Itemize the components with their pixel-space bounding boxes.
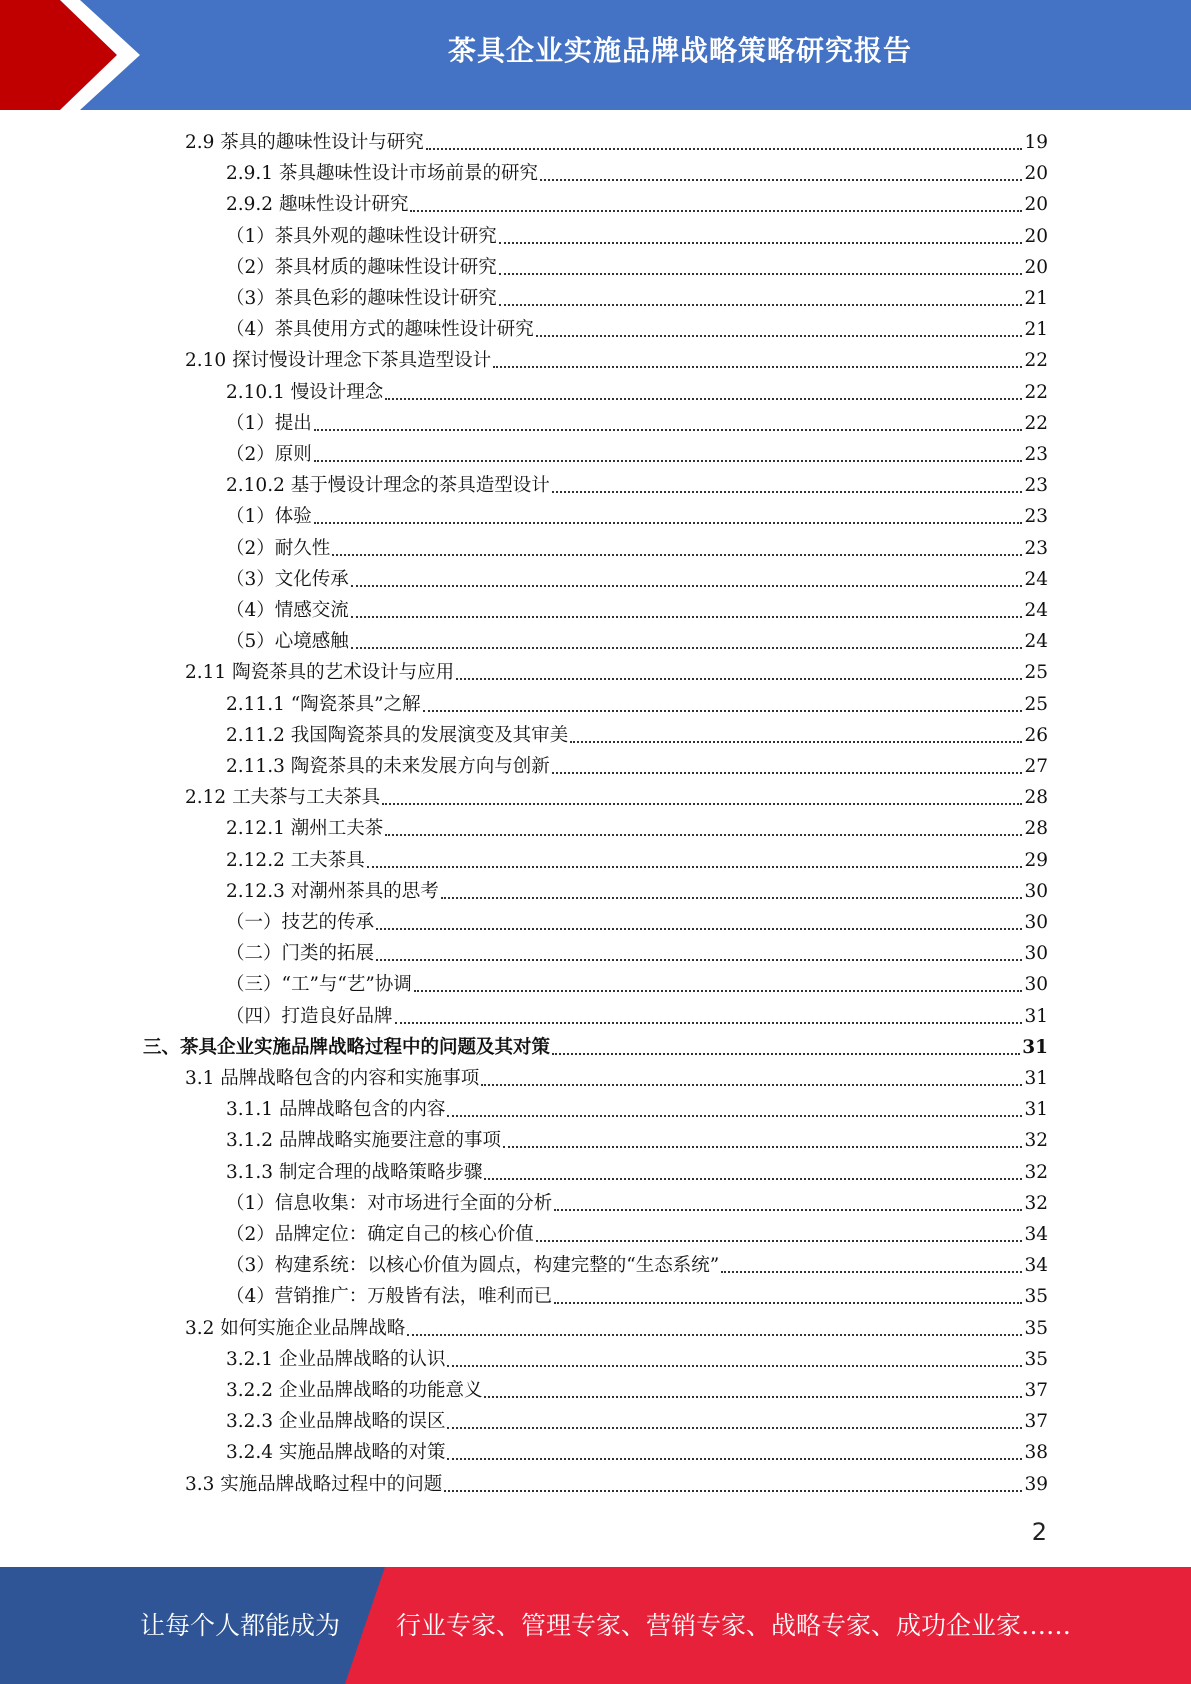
- toc-leader-dots: [552, 491, 1023, 493]
- toc-entry-page: 20: [1024, 194, 1048, 215]
- toc-leader-dots: [395, 1022, 1023, 1024]
- toc-leader-dots: [444, 1490, 1022, 1492]
- toc-entry-page: 34: [1024, 1255, 1048, 1276]
- toc-entry-page: 21: [1024, 288, 1048, 309]
- toc-entry-label: 3.1.3 制定合理的战略策略步骤: [226, 1162, 483, 1183]
- toc-entry-page: 23: [1024, 506, 1048, 527]
- toc-entry[interactable]: [226, 1157, 1048, 1188]
- toc-leader-dots: [554, 1209, 1022, 1211]
- toc-entry-page: 26: [1024, 725, 1048, 746]
- toc-entry-page: 24: [1024, 569, 1048, 590]
- toc-entry-page: 35: [1024, 1349, 1048, 1370]
- toc-entry[interactable]: [226, 564, 1048, 595]
- toc-entry-page: 31: [1022, 1037, 1048, 1058]
- toc-entry-label: 2.9 茶具的趣味性设计与研究: [185, 132, 424, 153]
- toc-entry[interactable]: [185, 345, 1048, 376]
- toc-entry-page: 29: [1024, 850, 1048, 871]
- toc-entry-label: （5）心境感触: [226, 631, 349, 652]
- report-title: 茶具企业实施品牌战略策略研究报告: [447, 34, 912, 67]
- toc-entry-page: 31: [1024, 1099, 1048, 1120]
- toc-leader-dots: [376, 959, 1022, 961]
- toc-leader-dots: [314, 460, 1023, 462]
- toc-entry-label: 三、茶具企业实施品牌战略过程中的问题及其对策: [143, 1037, 551, 1058]
- toc-entry[interactable]: [226, 252, 1048, 283]
- toc-entry-label: 3.3 实施品牌战略过程中的问题: [185, 1474, 443, 1495]
- toc-leader-dots: [536, 335, 1023, 337]
- toc-entry-label: 2.11.3 陶瓷茶具的未来发展方向与创新: [226, 756, 550, 777]
- toc-leader-dots: [447, 1427, 1022, 1429]
- toc-entry-label: 3.2.4 实施品牌战略的对策: [226, 1442, 446, 1463]
- toc-entry[interactable]: [226, 1281, 1048, 1312]
- toc-entry-page: 31: [1024, 1006, 1048, 1027]
- toc-entry-label: （1）提出: [226, 413, 312, 434]
- toc-entry-label: （三）“工”与“艺”协调: [226, 974, 412, 995]
- toc-entry-page: 24: [1024, 600, 1048, 621]
- toc-entry-page: 22: [1024, 413, 1048, 434]
- toc-leader-dots: [376, 928, 1022, 930]
- toc-entry[interactable]: [226, 501, 1048, 532]
- toc-entry[interactable]: [185, 127, 1048, 158]
- toc-entry-page: 31: [1024, 1068, 1048, 1089]
- toc-entry-label: 3.2.3 企业品牌战略的误区: [226, 1411, 446, 1432]
- toc-entry[interactable]: [226, 1125, 1048, 1156]
- toc-entry[interactable]: [226, 813, 1048, 844]
- toc-leader-dots: [423, 710, 1023, 712]
- toc-entry-label: （二）门类的拓展: [226, 943, 375, 964]
- toc-entry-label: （1）信息收集：对市场进行全面的分析: [226, 1193, 553, 1214]
- toc-entry[interactable]: [226, 408, 1048, 439]
- toc-entry-page: 20: [1024, 257, 1048, 278]
- toc-entry-page: 21: [1024, 319, 1048, 340]
- toc-leader-dots: [552, 1053, 1020, 1055]
- toc-entry-label: 2.12.1 潮州工夫茶: [226, 818, 384, 839]
- toc-leader-dots: [447, 1458, 1022, 1460]
- toc-entry-page: 23: [1024, 475, 1048, 496]
- toc-entry-label: （1）体验: [226, 506, 312, 527]
- toc-entry-label: 2.12.3 对潮州茶具的思考: [226, 881, 439, 902]
- toc-entry[interactable]: [226, 1406, 1048, 1437]
- toc-leader-dots: [499, 242, 1023, 244]
- toc-entry-label: （2）耐久性: [226, 538, 331, 559]
- toc-entry[interactable]: [143, 1032, 1048, 1063]
- toc-entry-label: 3.2.1 企业品牌战略的认识: [226, 1349, 446, 1370]
- toc-entry-page: 32: [1024, 1130, 1048, 1151]
- toc-entry-page: 37: [1024, 1411, 1048, 1432]
- footer-banner: [0, 1567, 1191, 1684]
- toc-entry-page: 23: [1024, 538, 1048, 559]
- toc-entry-page: 25: [1024, 662, 1048, 683]
- toc-entry[interactable]: [226, 189, 1048, 220]
- toc-entry-label: （4）情感交流: [226, 600, 349, 621]
- toc-leader-dots: [721, 1271, 1022, 1273]
- toc-entry[interactable]: [226, 845, 1048, 876]
- toc-entry[interactable]: [185, 1469, 1048, 1500]
- toc-entry[interactable]: [226, 377, 1048, 408]
- toc-entry-page: 37: [1024, 1380, 1048, 1401]
- toc-entry-page: 27: [1024, 756, 1048, 777]
- page-number: 2: [1031, 1518, 1047, 1546]
- toc-entry-page: 30: [1024, 943, 1048, 964]
- toc-entry[interactable]: [226, 1344, 1048, 1375]
- toc-entry-label: （3）构建系统：以核心价值为圆点，构建完整的“生态系统”: [226, 1255, 720, 1276]
- toc-entry[interactable]: [226, 1219, 1048, 1250]
- toc-entry[interactable]: [226, 876, 1048, 907]
- toc-entry-page: 34: [1024, 1224, 1048, 1245]
- toc-entry-label: （3）茶具色彩的趣味性设计研究: [226, 288, 497, 309]
- toc-leader-dots: [447, 1365, 1022, 1367]
- toc-leader-dots: [499, 304, 1023, 306]
- toc-entry-page: 30: [1024, 881, 1048, 902]
- toc-entry-label: （4）营销推广：万般皆有法，唯利而已: [226, 1286, 553, 1307]
- toc-leader-dots: [332, 554, 1022, 556]
- toc-leader-dots: [503, 1146, 1022, 1148]
- toc-leader-dots: [385, 398, 1022, 400]
- toc-entry[interactable]: [226, 720, 1048, 751]
- toc-entry-label: 2.11 陶瓷茶具的艺术设计与应用: [185, 662, 455, 683]
- toc-leader-dots: [410, 210, 1022, 212]
- toc-leader-dots: [426, 148, 1023, 150]
- toc-entry-label: 2.12.2 工夫茶具: [226, 850, 365, 871]
- toc-leader-dots: [484, 1178, 1022, 1180]
- toc-entry-label: 2.10.2 基于慢设计理念的茶具造型设计: [226, 475, 550, 496]
- toc-entry-page: 35: [1024, 1318, 1048, 1339]
- toc-leader-dots: [554, 1302, 1022, 1304]
- toc-entry[interactable]: [226, 1188, 1048, 1219]
- toc-leader-dots: [481, 1084, 1022, 1086]
- toc-leader-dots: [351, 647, 1023, 649]
- toc-entry[interactable]: [226, 938, 1048, 969]
- toc-entry[interactable]: [226, 439, 1048, 470]
- toc-entry-label: 2.10.1 慢设计理念: [226, 382, 384, 403]
- toc-leader-dots: [351, 616, 1023, 618]
- toc-entry-page: 39: [1024, 1474, 1048, 1495]
- toc-entry[interactable]: [185, 1063, 1048, 1094]
- toc-entry[interactable]: [226, 626, 1048, 657]
- toc-entry-label: （2）品牌定位：确定自己的核心价值: [226, 1224, 534, 1245]
- toc-entry-label: （3）文化传承: [226, 569, 349, 590]
- toc-leader-dots: [351, 585, 1023, 587]
- toc-entry[interactable]: [226, 595, 1048, 626]
- toc-entry-page: 30: [1024, 974, 1048, 995]
- toc-entry[interactable]: [185, 1313, 1048, 1344]
- toc-entry[interactable]: [226, 533, 1048, 564]
- toc-leader-dots: [536, 1240, 1023, 1242]
- toc-entry-page: 32: [1024, 1193, 1048, 1214]
- toc-entry-label: 2.9.1 茶具趣味性设计市场前景的研究: [226, 163, 538, 184]
- toc-entry-label: 2.11.2 我国陶瓷茶具的发展演变及其审美: [226, 725, 569, 746]
- toc-leader-dots: [441, 897, 1023, 899]
- toc-entry[interactable]: [226, 470, 1048, 501]
- toc-leader-dots: [367, 866, 1023, 868]
- toc-entry[interactable]: [226, 1375, 1048, 1406]
- toc-leader-dots: [447, 1115, 1022, 1117]
- toc-entry[interactable]: [226, 751, 1048, 782]
- toc-entry[interactable]: [226, 314, 1048, 345]
- toc-entry[interactable]: [226, 221, 1048, 252]
- toc-leader-dots: [499, 273, 1023, 275]
- toc-entry[interactable]: [226, 158, 1048, 189]
- toc-leader-dots: [456, 678, 1022, 680]
- toc-entry-label: 3.1 品牌战略包含的内容和实施事项: [185, 1068, 480, 1089]
- toc-entry-label: 2.12 工夫茶与工夫茶具: [185, 787, 381, 808]
- toc-entry[interactable]: [226, 907, 1048, 938]
- toc-leader-dots: [484, 1396, 1022, 1398]
- toc-entry-label: （四）打造良好品牌: [226, 1006, 393, 1027]
- toc-entry-label: 3.2 如何实施企业品牌战略: [185, 1318, 406, 1339]
- toc-entry-label: （4）茶具使用方式的趣味性设计研究: [226, 319, 534, 340]
- toc-leader-dots: [407, 1334, 1022, 1336]
- toc-entry[interactable]: [226, 1437, 1048, 1468]
- toc-entry-page: 20: [1024, 226, 1048, 247]
- toc-entry-page: 22: [1024, 382, 1048, 403]
- toc-entry-page: 30: [1024, 912, 1048, 933]
- toc-entry-label: 2.11.1 “陶瓷茶具”之解: [226, 694, 421, 715]
- toc-leader-dots: [314, 429, 1023, 431]
- toc-entry-page: 38: [1024, 1442, 1048, 1463]
- toc-entry-page: 24: [1024, 631, 1048, 652]
- toc-entry-label: 3.1.1 品牌战略包含的内容: [226, 1099, 446, 1120]
- toc-entry[interactable]: [185, 782, 1048, 813]
- toc-leader-dots: [552, 772, 1023, 774]
- toc-leader-dots: [414, 990, 1023, 992]
- toc-entry-page: 25: [1024, 694, 1048, 715]
- footer-slogan-left: 让每个人都能成为: [140, 1611, 341, 1640]
- toc-entry[interactable]: [226, 1250, 1048, 1281]
- toc-entry[interactable]: [185, 657, 1048, 688]
- toc-entry-label: 3.2.2 企业品牌战略的功能意义: [226, 1380, 483, 1401]
- toc-leader-dots: [540, 179, 1022, 181]
- toc-entry[interactable]: [226, 689, 1048, 720]
- toc-entry-page: 35: [1024, 1286, 1048, 1307]
- toc-entry-label: 2.10 探讨慢设计理念下茶具造型设计: [185, 350, 492, 371]
- toc-leader-dots: [314, 522, 1023, 524]
- toc-entry[interactable]: [226, 283, 1048, 314]
- toc-entry[interactable]: [226, 1001, 1048, 1032]
- toc-entry-label: （一）技艺的传承: [226, 912, 375, 933]
- toc-entry[interactable]: [226, 969, 1048, 1000]
- header-banner: [0, 0, 1191, 110]
- toc-leader-dots: [382, 803, 1022, 805]
- toc-entry-label: （1）茶具外观的趣味性设计研究: [226, 226, 497, 247]
- toc-entry-page: 20: [1024, 163, 1048, 184]
- toc-entry-page: 23: [1024, 444, 1048, 465]
- toc-entry-page: 22: [1024, 350, 1048, 371]
- toc-entry-page: 28: [1024, 818, 1048, 839]
- toc-entry-page: 32: [1024, 1162, 1048, 1183]
- toc-leader-dots: [385, 834, 1022, 836]
- toc-entry-label: （2）茶具材质的趣味性设计研究: [226, 257, 497, 278]
- toc-entry-label: 2.9.2 趣味性设计研究: [226, 194, 409, 215]
- toc-entry-page: 19: [1024, 132, 1048, 153]
- toc-entry[interactable]: [226, 1094, 1048, 1125]
- toc-entry-label: 3.1.2 品牌战略实施要注意的事项: [226, 1130, 501, 1151]
- toc-entry-label: （2）原则: [226, 444, 312, 465]
- toc-leader-dots: [493, 366, 1022, 368]
- toc-leader-dots: [570, 741, 1022, 743]
- toc-entry-page: 28: [1024, 787, 1048, 808]
- footer-slogan-right: 行业专家、管理专家、营销专家、战略专家、成功企业家……: [396, 1611, 1072, 1640]
